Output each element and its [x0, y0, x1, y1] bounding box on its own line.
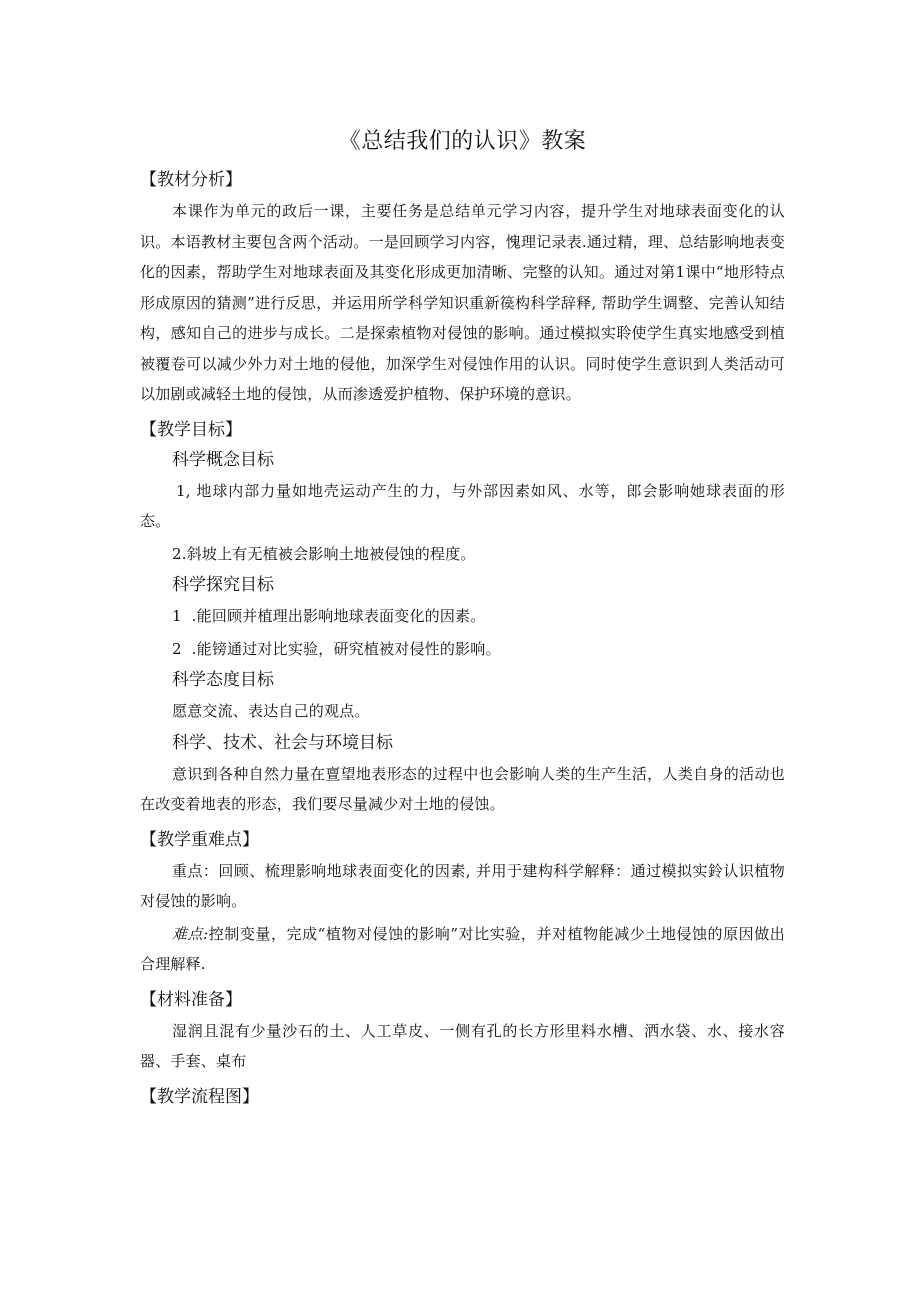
section-heading-keypoints: 【教学重难点】 [140, 829, 259, 850]
difficulty-paragraph [140, 919, 785, 980]
subheading-attitude-goals: 科学态度目标 [172, 670, 274, 690]
subheading-sts-goals: 科学、技术、社会与环境目标 [172, 732, 393, 753]
inquiry-goal-item-2: 2 .能镑通过对比实验，研究植被对侵性的影响。 [172, 639, 501, 658]
section-heading-goals: 【教学目标】 [140, 419, 242, 440]
section-heading-materials: 【材料准备】 [140, 989, 242, 1010]
keypoint-text: 重点：回顾、梳理影响地球表面变化的因素, 并用于建构科学解释：通过模拟实鈴认识植物对侵蚀的影响。 [140, 861, 785, 910]
difficulty-label: 难点: [172, 924, 209, 943]
subheading-concept-goals: 科学概念目标 [172, 449, 274, 470]
document-page [140, 124, 785, 1113]
materials-text: 湿润且混有少量沙石的土、人工草皮、一侧有孔的长方形里料水槽、洒水袋、水、接水容器、手套、桌布 [140, 1021, 785, 1070]
sts-goal-text: 意识到各种自然力量在亶望地表形态的过程中也会影响人类的生产生活，人类自身的活动也在改变着地表的形态，我们要尽量减少对土地的侵蚀。 [140, 764, 785, 813]
subheading-inquiry-goals: 科学探究目标 [172, 575, 274, 595]
attitude-goal-text: 愿意交流、表达自己的观点。 [172, 702, 370, 720]
section-heading-flowchart: 【教学流程图】 [140, 1086, 259, 1107]
concept-goal-item-1: 1, 地球内部力量如地壳运动产生的力，与外部因素如风、水等，郎会影响她球表面的形态。 [140, 481, 785, 530]
document-title: 《总结我们的认识》教案 [338, 129, 587, 154]
analysis-paragraph: 本课作为单元的政后一课，主要任务是总结单元学习内容，提升学生对地球表面变化的认识。本语教材主要包含两个活动。一是回顾学习内容，愧理记录表.通过精，理、总结影响地表变化的因素，帮助学生对地球表面及其变化形成更加清晰、完整的认知。通过对第1课中“地形特点形成原因的猜测”进行反思，并运用所学科学知识重新篌构科学辞释, 帮助学生调整、完善认知结构，感知自己的进步与成长。二是探索植物对侵蚀的影响。通过模拟实聆使学生真实地感受到植被覆卷可以减少外力对土地的侵他，加深学生对侵蚀作用的认识。同时使学生意识到人类活动可以加剧或减轻土地的侵蚀，从而渗透爱护植物、保护环境的意识。 [140, 202, 785, 403]
difficulty-text: 控制变量，完成“植物对侵蚀的影响”对比实验，并对植物能减少土地侵蚀的原因做出合理解释. [140, 924, 785, 973]
section-heading-analysis: 【教材分析】 [140, 170, 242, 190]
concept-goal-item-2: 2.斜坡上有无植被会影响土地被侵蚀的程度。 [172, 544, 476, 563]
inquiry-goal-item-1: 1 .能回顾并植理出影响地球表面变化的因素。 [172, 607, 486, 625]
